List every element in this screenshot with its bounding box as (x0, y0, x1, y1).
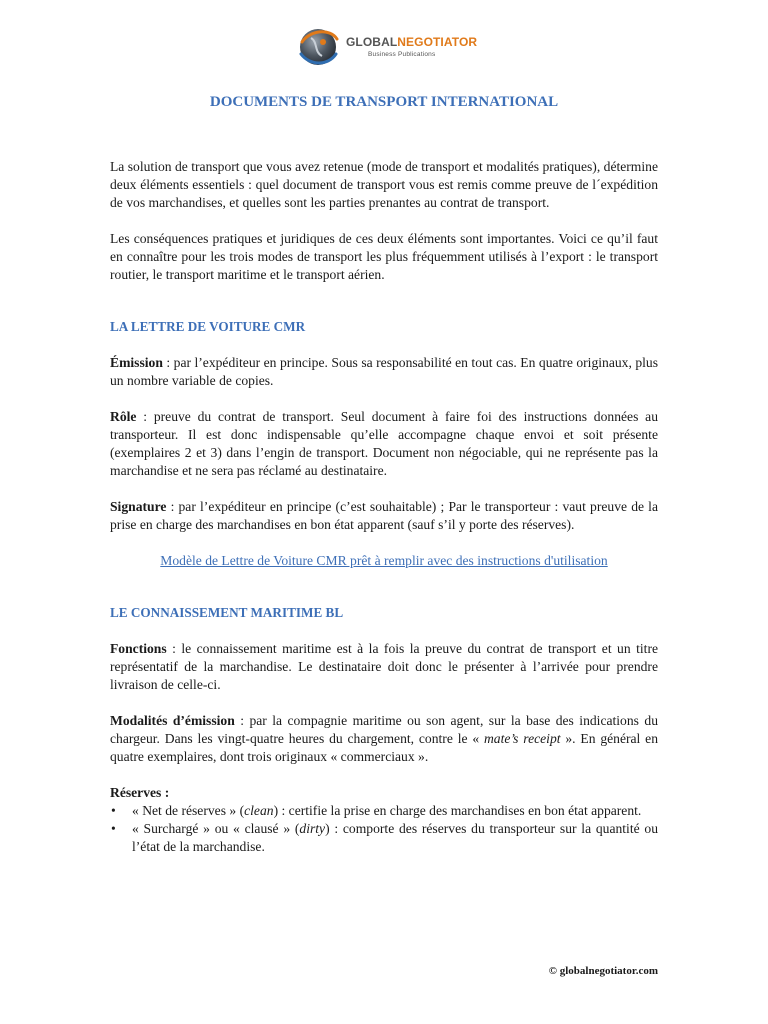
reserves-heading (110, 784, 658, 802)
emission-label: Émission (110, 355, 163, 370)
role-label: Rôle (110, 409, 137, 424)
section-heading-bl: LE CONNAISSEMENT MARITIME BL (110, 605, 344, 620)
cmr-signature-paragraph (110, 498, 658, 534)
section-heading-cmr: LA LETTRE DE VOITURE CMR (110, 319, 306, 334)
cmr-role-paragraph (110, 408, 658, 480)
signature-text: : par l’expéditeur en principe (c’est souhaitable) ; Par le transporteur : vaut preuve de la prise en charge des marchandises en bon état apparent (sauf s’il y porte des réserves). (110, 499, 658, 532)
fonctions-label: Fonctions (110, 641, 167, 656)
document-title: DOCUMENTS DE TRANSPORT INTERNATIONAL (209, 94, 559, 110)
reserves-list (110, 802, 658, 856)
logo-tagline: Business Publications (368, 51, 436, 58)
modalites-text-1: : par la compagnie maritime ou son agent, sur la base des indications du chargeur. Dans les vingt-quatre heures du chargement, contre le « (110, 713, 658, 746)
footer-copyright: © globalnegotiator.com (548, 965, 658, 977)
intro-paragraph-1: La solution de transport que vous avez retenue (mode de transport et modalités pratiques), détermine deux éléments essentiels : quel document de transport vous est remis comme preuve de l´expédition de vos marchandises, et quelles sont les parties prenantes au contrat de transport. (110, 159, 658, 210)
document-body (110, 158, 658, 856)
list-item: • « Net de réserves » (clean) : certifie la prise en charge des marchandises en bon état apparent. (110, 802, 658, 820)
modalites-text-2: ». En général en quatre exemplaires, dont trois originaux « commerciaux ». (110, 731, 658, 764)
list-item: • « Surchargé » ou « clausé » (dirty) : comporte des réserves du transporteur sur la quantité ou l’état de la marchandise. (110, 820, 658, 856)
bl-modalites-paragraph (110, 712, 658, 766)
cmr-template-link[interactable]: Modèle de Lettre de Voiture CMR prêt à remplir avec des instructions d'utilisation (160, 553, 608, 568)
fonctions-text: : le connaissement maritime est à la fois la preuve du contrat de transport et un titre représentatif de la marchandise. Le destinataire doit donc le présenter à l’arrivée pour prendre livraison de celle-ci. (110, 641, 658, 692)
role-text: : preuve du contrat de transport. Seul document à faire foi des instructions données au transporteur. Il est donc indispensable qu’elle accompagne chaque envoi et soit présente (exemplaires 2 et 3) dans l’engin de transport. Document non négociable, qui ne représente pas la marchandise et ne sera pas réclamé au destinataire. (110, 409, 658, 478)
globe-logo-icon (296, 24, 340, 68)
logo-wordmark: GLOBALNEGOTIATOR (346, 35, 478, 49)
emission-text: : par l’expéditeur en principe. Sous sa responsabilité en tout cas. En quatre originaux, plus un nombre variable de copies. (110, 355, 658, 388)
cmr-link-line (110, 552, 658, 570)
modalites-italic: mate’s receipt (483, 731, 561, 746)
logo (296, 24, 476, 68)
cmr-emission-paragraph (110, 354, 658, 390)
modalites-label: Modalités d’émission (110, 713, 235, 728)
bl-fonctions-paragraph (110, 640, 658, 694)
signature-label: Signature (110, 499, 167, 514)
reserves-label: Réserves : (110, 785, 170, 800)
intro-paragraph-2: Les conséquences pratiques et juridiques de ces deux éléments sont importantes. Voici ce qu’il faut en connaître pour les trois modes de transport les plus fréquemment utilisés à l’export : le transport routier, le transport maritime et le transport aérien. (110, 231, 658, 282)
